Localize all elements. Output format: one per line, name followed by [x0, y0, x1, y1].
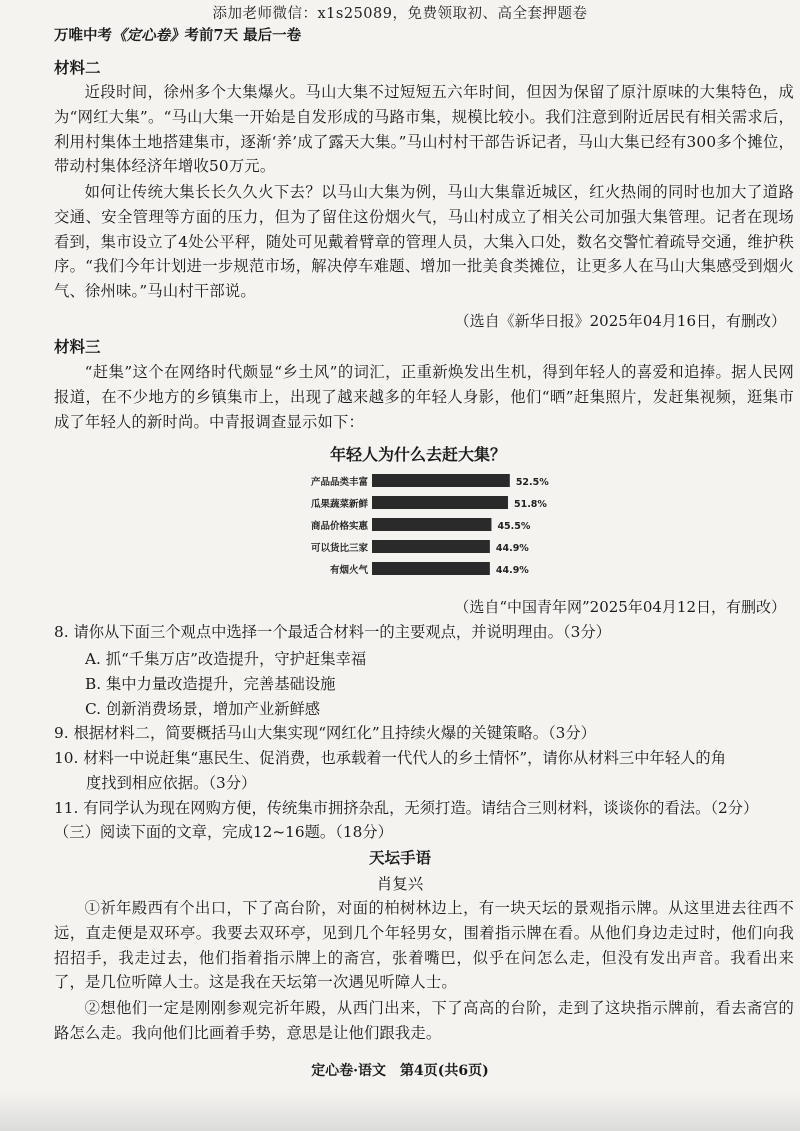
chart-bar	[372, 562, 490, 575]
material2-paragraph-2: 如何让传统大集长长久久火下去？以马山大集为例，马山大集靠近城区，红火热闹的同时也加大了道路交通、安全管理等方面的压力，但为了留住这份烟火气，马山村成立了相关公司加强大集管理。记者在现场看到，集市设立了4处公平秤，随处可见戴着臂章的管理人员，大集入口处，数名交警忙着疏导交通，维护秩序。“我们今年计划进一步规范市场，解决停车难题、增加一批美食类摊位，让更多人在马山大集感受到烟火气、徐州味。”马山村干部说。	[54, 183, 794, 301]
material2-paragraph-1: 近段时间，徐州多个大集爆火。马山大集不过短短五六年时间，但因为保留了原汁原味的大集特色，成为“网红大集”。“马山大集一开始是自发形成的马路市集，规模比较小。我们注意到附近居民有相关需求后，利用村集体土地搭建集市，逐渐‘养’成了露天大集。”马山村村干部告诉记者，马山大集已经有300多个摊位，带动村集体经济年增收50万元。	[54, 83, 794, 176]
chart-value-label: 51.8%	[513, 499, 547, 510]
article-title: 天坛手语	[368, 848, 431, 867]
q8-option-a: A. 抓“千集万店”改造提升，守护赶集幸福	[85, 650, 367, 668]
material3-title: 材料三	[54, 337, 101, 356]
chart-value-label: 45.5%	[497, 521, 531, 532]
article-author: 肖复兴	[376, 875, 424, 893]
material2-title: 材料二	[54, 58, 101, 77]
chart-category-label: 产品品类丰富	[310, 477, 368, 488]
chart-bar	[372, 518, 491, 531]
page-footer: 定心卷·语文 第4页(共6页)	[311, 1063, 489, 1079]
q8-option-c: C. 创新消费场景，增加产业新鲜感	[85, 700, 321, 718]
header-prefix: 万唯中考	[54, 27, 112, 44]
chart-value-label: 44.9%	[495, 565, 529, 576]
article-paragraph-1: ①祈年殿西有个出口，下了高台阶，对面的柏树林边上，有一块天坛的景观指示牌。从这里进去往西不远，直走便是双环亭。我要去双环亭，见到几个年轻男女，围着指示牌在看。从他们身边走过时，他们向我招招手，我走过去，他们指着指示牌上的斋宫，张着嘴巴，似乎在问怎么走，但没有发出声音。我看出来了，是几位听障人士。这是我在天坛第一次遇见听障人士。	[54, 899, 794, 992]
watermark-text: 添加老师微信：x1s25089，免费领取初、高全套押题卷	[212, 6, 588, 22]
question-10-line2: 度找到相应依据。（3分）	[86, 774, 257, 792]
question-8: 8. 请你从下面三个观点中选择一个最适合材料一的主要观点，并说明理由。（3分）	[54, 623, 611, 641]
chart-category-label: 瓜果蔬菜新鲜	[310, 499, 368, 510]
chart-title: 年轻人为什么去赶大集？	[329, 445, 506, 464]
question-11: 11. 有同学认为现在网购方便，传统集市拥挤杂乱，无须打造。请结合三则材料，谈谈你的看法。（2分）	[54, 799, 759, 817]
chart-bar	[372, 540, 490, 553]
chart-category-label: 有烟火气	[329, 565, 368, 576]
chart-category-label: 可以货比三家	[310, 543, 368, 554]
material3-source: （选自“中国青年网”2025年04月12日，有删改）	[454, 598, 786, 616]
q8-option-b: B. 集中力量改造提升，完善基础设施	[85, 675, 336, 693]
scan-edge-shadow	[0, 1091, 800, 1131]
material2-source: （选自《新华日报》2025年04月16日，有删改）	[454, 312, 786, 330]
question-10-line1: 10. 材料一中说赶集“惠民生、促消费，也承载着一代代人的乡土情怀”，请你从材料三中年轻人的角	[54, 749, 727, 767]
header-title: 《定心卷》	[112, 27, 185, 44]
chart-bar	[372, 474, 510, 487]
chart-value-label: 52.5%	[515, 477, 549, 488]
question-9: 9. 根据材料二，简要概括马山大集实现“网红化”且持续火爆的关键策略。（3分）	[54, 724, 596, 742]
chart-category-label: 商品价格实惠	[310, 521, 368, 532]
chart-value-label: 44.9%	[495, 543, 529, 554]
bar-chart	[280, 470, 580, 590]
section-3-heading: （三）阅读下面的文章，完成12~16题。（18分）	[54, 823, 393, 841]
page-header	[54, 24, 301, 45]
article-paragraph-2: ②想他们一定是刚刚参观完祈年殿，从西门出来，下了高高的台阶，走到了这块指示牌前，看去斋宫的路怎么走。我向他们比画着手势，意思是让他们跟我走。	[54, 999, 794, 1042]
material3-paragraph-1: “赶集”这个在网络时代颇显“乡土风”的词汇，正重新焕发出生机，得到年轻人的喜爱和追捧。据人民网报道，在不少地方的乡镇集市上，出现了越来越多的年轻人身影，他们“晒”赶集照片，发赶集视频，逛集市成了年轻人的新时尚。中青报调查显示如下：	[54, 363, 794, 431]
header-suffix: 考前7天 最后一卷	[184, 27, 302, 44]
chart-bar	[372, 496, 508, 509]
